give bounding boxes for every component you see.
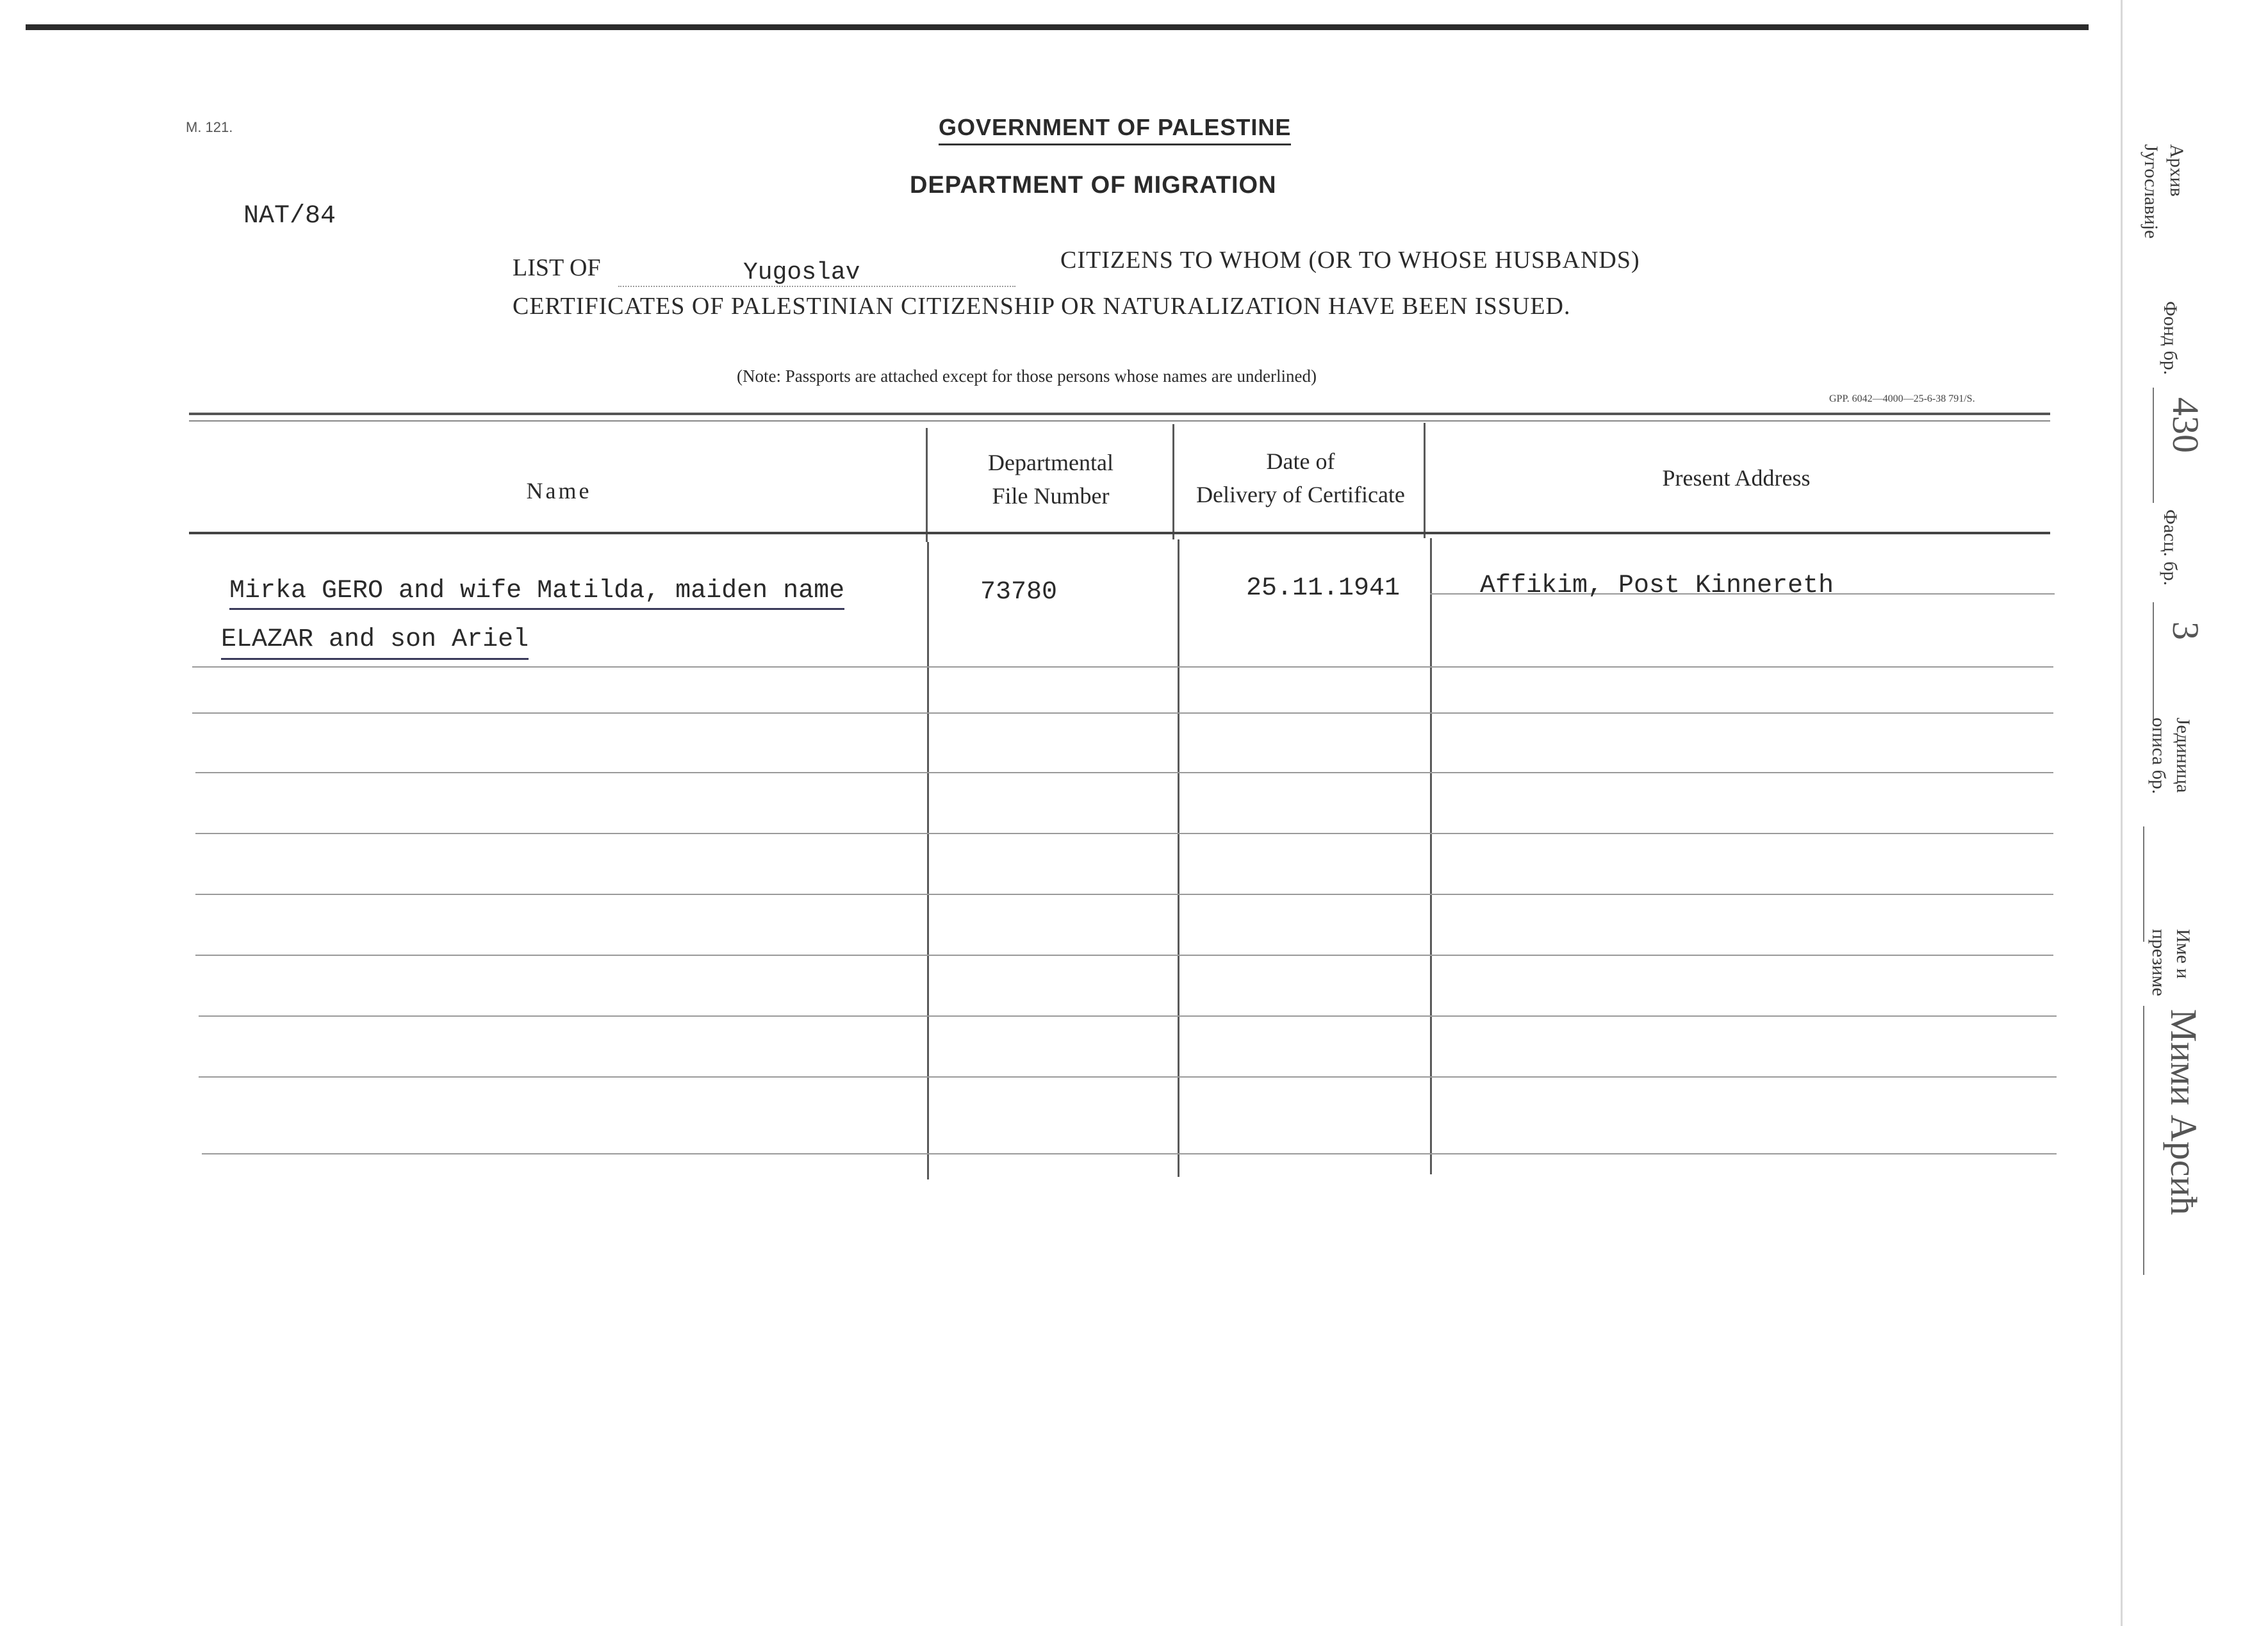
row-rule — [195, 772, 2053, 773]
column-header-file-line2: File Number — [992, 483, 1110, 509]
record-name-line-1: Mirka GERO and wife Matilda, maiden name — [229, 577, 844, 610]
column-header-delivery-date — [1176, 445, 1426, 511]
stamp-fascicle-label: Фасц. бр. — [2160, 509, 2181, 586]
row-rule — [195, 894, 2053, 895]
row-rule — [199, 1015, 2057, 1017]
row-rule — [192, 666, 2053, 668]
citizens-text: CITIZENS TO WHOM (OR TO WHOSE HUSBANDS) — [1060, 247, 1640, 274]
stamp-archive-line1: Архив — [2166, 144, 2187, 197]
archive-stamp — [2141, 144, 2217, 1272]
column-header-date-line2: Delivery of Certificate — [1196, 482, 1405, 507]
header-bottom-rule — [189, 532, 2050, 534]
row-rule — [195, 833, 2053, 834]
record-name-line-2: ELAZAR and son Ariel — [221, 625, 529, 660]
reference-number: NAT/84 — [243, 202, 336, 231]
column-header-file-line1: Departmental — [988, 450, 1113, 475]
nationality-value: Yugoslav — [743, 259, 860, 286]
column-divider — [926, 428, 928, 542]
list-of-label: LIST OF — [513, 254, 601, 281]
stamp-fond-label: Фонд бр. — [2160, 301, 2181, 375]
stamp-name-label-line2: презиме — [2148, 929, 2169, 996]
column-header-file-number — [929, 446, 1172, 513]
sheet-top-edge — [26, 24, 2089, 30]
stamp-unit-label-line1: Јединица — [2173, 718, 2194, 793]
certificates-text: CERTIFICATES OF PALESTINIAN CITIZENSHIP OR NATURALIZATION HAVE BEEN ISSUED. — [513, 293, 1571, 320]
row-rule — [192, 712, 2053, 714]
column-divider — [927, 542, 929, 1179]
stamp-name-value: Мими Арсић — [2163, 1009, 2205, 1215]
row-rule — [199, 1076, 2057, 1078]
government-title: GOVERNMENT OF PALESTINE — [939, 114, 1291, 145]
table-top-rule-inner — [189, 420, 2050, 422]
column-divider — [1172, 424, 1174, 539]
form-code: M. 121. — [186, 119, 233, 135]
stamp-fascicle-value: 3 — [2165, 621, 2206, 640]
passport-note: (Note: Passports are attached except for those persons whose names are underlined) — [737, 366, 1317, 386]
department-title: DEPARTMENT OF MIGRATION — [910, 172, 1277, 199]
row-rule — [195, 955, 2053, 956]
sheet-right-edge — [2121, 0, 2123, 1626]
table-top-rule — [189, 413, 2050, 415]
stamp-unit-line — [2143, 826, 2144, 942]
column-header-address: Present Address — [1662, 465, 1811, 491]
column-header-name: Name — [526, 478, 592, 504]
stamp-name-label-line1: Име и — [2173, 929, 2194, 979]
row-rule — [202, 1153, 2057, 1154]
record-address: Affikim, Post Kinnereth — [1480, 571, 1834, 600]
printer-code: GPP. 6042—4000—25-6-38 791/S. — [1829, 393, 1975, 404]
stamp-fascicle-line — [2153, 602, 2154, 724]
stamp-fond-value: 430 — [2165, 397, 2206, 453]
column-divider — [1430, 538, 1432, 1174]
stamp-fond-line — [2153, 388, 2154, 503]
record-delivery-date: 25.11.1941 — [1246, 574, 1401, 603]
stamp-name-line — [2143, 1006, 2144, 1275]
column-divider — [1178, 539, 1179, 1177]
column-header-date-line1: Date of — [1266, 448, 1335, 474]
stamp-unit-label-line2: описа бр. — [2148, 718, 2169, 794]
stamp-archive-line2: Југославије — [2141, 144, 2162, 239]
record-file-number: 73780 — [980, 578, 1058, 607]
